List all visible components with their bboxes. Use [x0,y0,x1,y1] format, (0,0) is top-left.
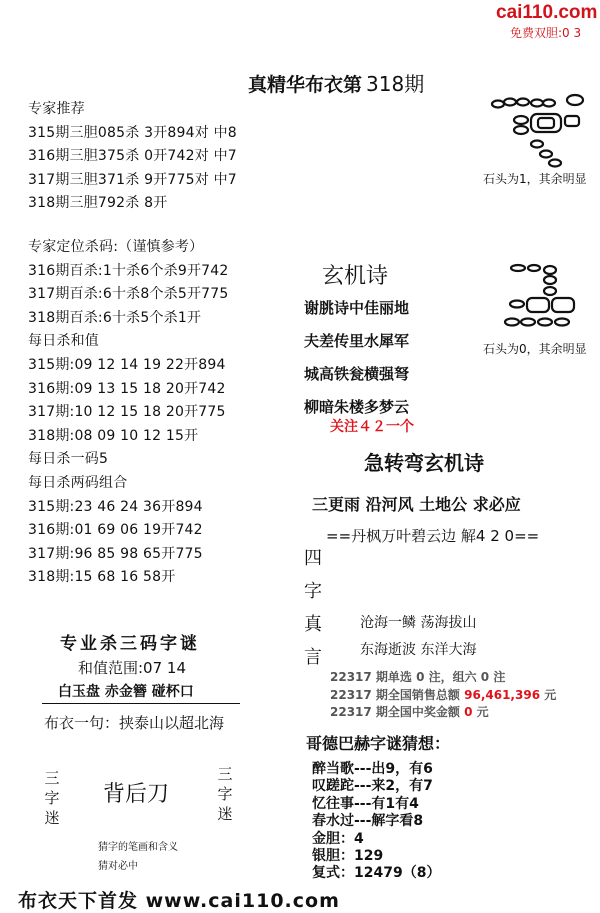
list-item: 316期三胆375杀 0开742对 中7 [28,148,237,165]
list-item: 317期:10 12 15 18 20开775 [28,404,226,421]
sizi-char: 字 [304,581,322,602]
left-sanzimi [43,768,61,828]
prize-amount: 0 [464,705,473,719]
sanzimi-char: 三 [44,769,60,787]
position-kill-header: 专家定位杀码:（谨慎参考） [28,239,204,255]
list-item: 316期:01 69 06 19开742 [28,522,203,539]
sales-amount: 96,461,396 [464,688,541,702]
jizhuan-title: 急转弯玄机诗 [364,451,484,475]
footer-banner: 布衣天下首发 www.cai110.com [18,890,340,912]
list-item: 318期百杀:6十杀5个杀1开 [28,309,202,326]
xuanji-title: 玄机诗 [322,264,389,289]
list-item: 318期:15 68 16 58开 [28,569,176,586]
xuanji-poem [304,292,409,424]
sanzimi-char: 迷 [44,809,60,827]
daily-two-header: 每日杀两码组合 [28,474,128,491]
list-item: 317期:96 85 98 65开775 [28,545,203,562]
list-item: 318期:08 09 10 12 15开 [28,427,199,444]
list-item: 316期:09 13 15 18 20开742 [28,380,226,397]
sizi-line1: 沧海一鳞 荡海拔山 [360,615,477,631]
sizi-char: 言 [304,647,322,668]
sanzimi-char: 字 [217,785,233,803]
lottery-line3 [330,703,489,720]
poem-line: 柳暗朱楼多梦云 [304,398,410,416]
list-item: 315期:09 12 14 19 22开894 [28,356,226,373]
stone-puzzle-2-image [500,260,585,330]
prize-unit: 元 [476,705,489,719]
sizi-vertical [304,542,324,674]
hint-line: 复式：12479（8） [312,865,441,882]
goede-hints [312,761,440,883]
sizi-char: 真 [304,614,322,635]
riddle-note2: 猜对必中 [98,861,138,872]
hint-line: 春水过---解字看8 [312,813,424,830]
expert-list [28,98,237,216]
page-title [248,68,424,97]
stone-caption-1: 石头为1，其余明显 [483,172,587,186]
site-logo: cai110.com [496,2,598,23]
stone-caption-2: 石头为0，其余明显 [483,342,587,356]
poem-line: 夫差传里水犀军 [304,332,410,350]
sanzimi-char: 迷 [217,805,233,823]
lottery-line2 [330,686,556,703]
free-double-pick: 免费双胆:0 3 [510,26,582,40]
riddle-note1: 猜字的笔画和含义 [98,842,178,853]
daily-one-code: 每日杀一码5 [28,451,109,468]
stone-puzzle-1-image [483,90,593,168]
title-main: 真精华布衣第 [248,74,363,96]
position-kill-list [28,236,228,590]
expert-header: 专家推荐 [28,101,85,117]
riddle-answer: 背后刀 [103,782,170,807]
jizhuan-line1: 三更雨 沿河风 土地公 求必应 [312,495,521,514]
list-item: 317期百杀:6十杀8个杀5开775 [28,286,229,303]
hint-line: 金胆：4 [312,830,364,847]
lottery-line1: 22317 期单选 0 注，组六 0 注 [330,670,506,684]
sanzimi-char: 三 [217,765,233,783]
poem-line: 城高铁瓮横强弩 [304,365,410,383]
right-sanzimi [216,764,234,824]
hint-line: 银胆：129 [312,848,384,865]
list-item: 317期三胆371杀 9开775对 中7 [28,171,237,188]
riddle-divider [42,703,240,704]
sales-label: 22317 期全国销售总额 [330,688,460,702]
sanzimi-char: 字 [44,789,60,807]
jizhuan-line2: ==丹枫万叶碧云边 解4 2 0== [326,527,540,545]
sizi-char: 四 [304,548,322,569]
riddle-ring: 白玉盘 赤金簪 碰杯口 [58,684,194,700]
prize-label: 22317 期全国中奖金额 [330,705,460,719]
riddle-range: 和值范围:07 14 [78,659,186,677]
sizi-line2: 东海逝波 东洋大海 [360,642,477,658]
goede-title: 哥德巴赫字谜猜想： [306,734,451,753]
hint-line: 忆往事---有1有4 [312,795,419,812]
title-issue: 318期 [366,72,425,96]
hint-line: 醉当歌---出9，有6 [312,761,433,777]
buyi-sentence: 布衣一句：挟泰山以超北海 [44,714,225,732]
hint-line: 叹蹉跎---来2，有7 [312,778,433,795]
riddle-title: 专业杀三码字谜 [60,634,200,654]
poem-line: 谢朓诗中佳丽地 [304,299,410,317]
sales-unit: 元 [544,688,557,702]
follow-note: 关注４２一个 [330,419,414,435]
list-item: 315期三胆085杀 3开894对 中8 [28,124,237,141]
list-item: 318期三胆792杀 8开 [28,195,168,212]
list-item: 315期:23 46 24 36开894 [28,498,203,515]
list-item: 316期百杀:1十杀6个杀9开742 [28,262,229,279]
daily-sum-header: 每日杀和值 [28,333,99,350]
